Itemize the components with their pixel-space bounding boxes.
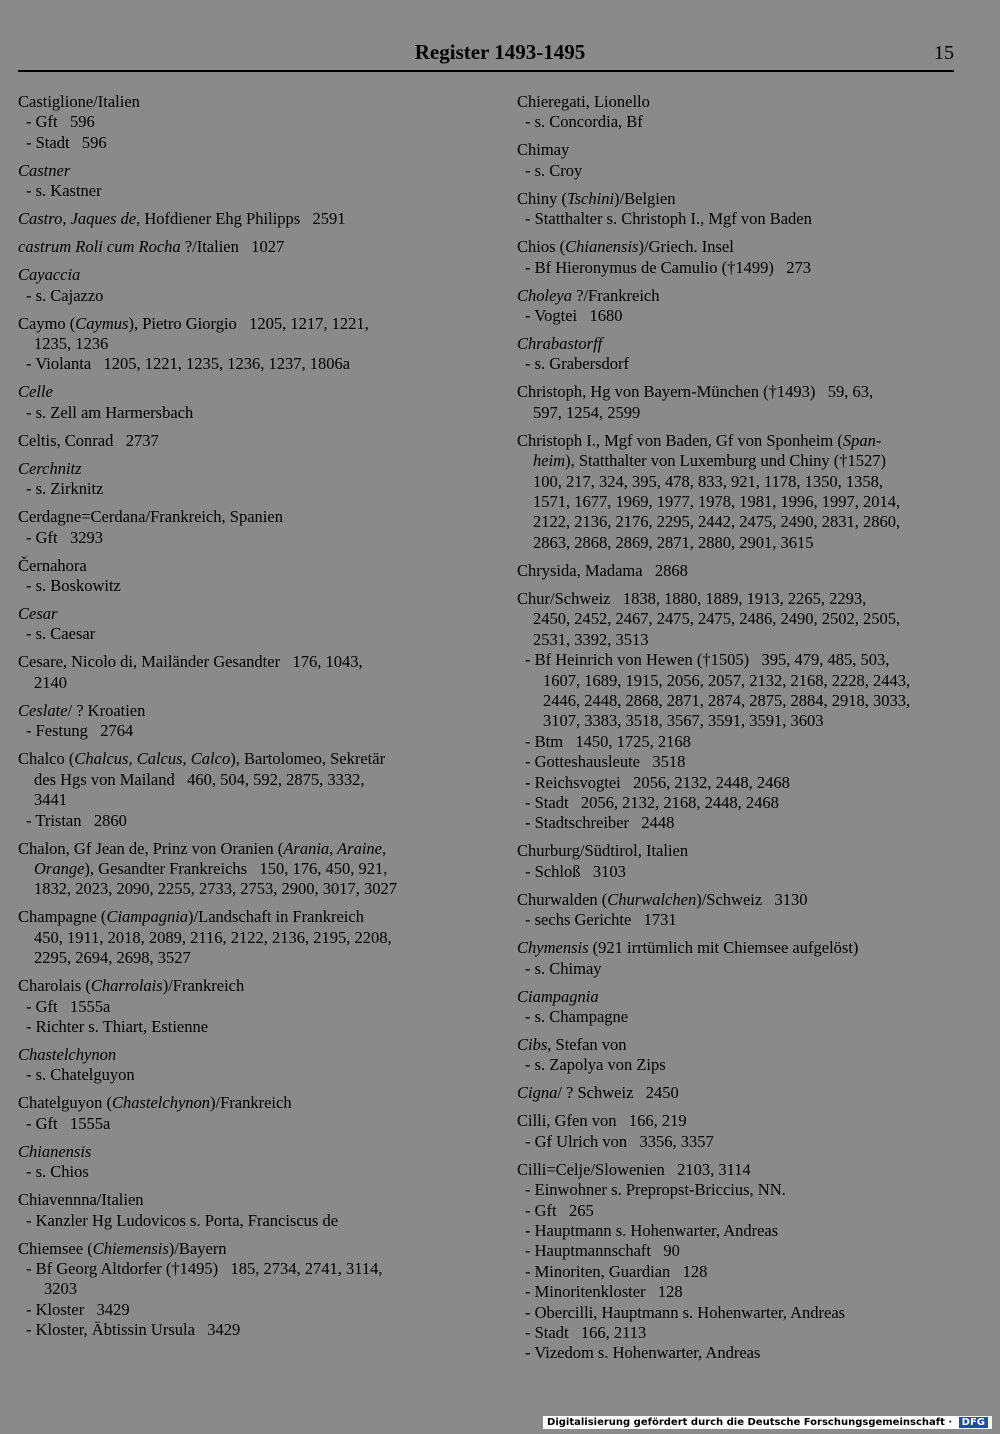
entry-heading <box>18 265 470 285</box>
index-line: - Gotteshausleute 3518 <box>525 752 686 772</box>
entry-heading <box>18 556 470 576</box>
index-entry <box>18 237 470 257</box>
entry-subheading <box>18 181 470 201</box>
index-line: - Bf Georg Altdorfer (†1495) 185, 2734, 2741, 3114, <box>26 1258 383 1278</box>
entry-subheading <box>517 1055 965 1075</box>
index-line: Černahora <box>18 555 87 575</box>
entry-subheading <box>517 793 965 813</box>
index-line: Cibs, Stefan von <box>517 1034 627 1054</box>
entry-heading <box>517 1160 965 1180</box>
index-entry <box>18 459 470 500</box>
index-line: 1607, 1689, 1915, 2056, 2057, 2132, 2168, 2228, 2443, <box>543 670 911 690</box>
entry-subheading <box>517 959 965 979</box>
entry-subheading <box>18 112 470 132</box>
index-line: 2295, 2694, 2698, 3527 <box>34 948 191 968</box>
entry-subheading <box>517 1262 965 1282</box>
entry-subheading <box>517 354 965 374</box>
entry-heading <box>18 382 470 402</box>
index-line: - Richter s. Thiart, Estienne <box>26 1016 209 1036</box>
entry-subheading <box>517 813 965 833</box>
index-entry <box>18 907 470 968</box>
entry-heading <box>517 140 965 160</box>
entry-subheading <box>18 403 470 423</box>
index-line: Chiemsee (Chiemensis)/Bayern <box>18 1238 227 1258</box>
index-line: - s. Kastner <box>26 181 102 201</box>
index-line: Chieregati, Lionello <box>517 92 650 111</box>
index-entry <box>517 140 965 181</box>
index-line: - s. Chios <box>26 1162 89 1182</box>
index-line: Chalon, Gf Jean de, Prinz von Oranien (Arania, Araine, <box>18 838 387 858</box>
funding-text: Digitalisierung gefördert durch die Deutsche Forschungsgemeinschaft · <box>547 1417 953 1428</box>
entry-subheading <box>517 1007 965 1027</box>
index-column-left <box>18 92 470 1348</box>
index-entry <box>18 556 470 597</box>
index-line: Chianensis <box>18 1141 92 1161</box>
entry-subheading <box>18 624 470 644</box>
index-line: - Statthalter s. Christoph I., Mgf von Baden <box>525 209 812 229</box>
entry-heading <box>18 749 470 810</box>
index-entry <box>18 431 470 451</box>
entry-heading <box>517 1035 965 1055</box>
index-line: - Bf Heinrich von Hewen (†1505) 395, 479, 485, 503, <box>525 650 890 670</box>
index-line: - Btm 1450, 1725, 2168 <box>525 731 691 751</box>
entry-heading <box>18 161 470 181</box>
index-entry <box>18 976 470 1037</box>
index-entry <box>517 1083 965 1103</box>
entry-heading <box>18 92 470 112</box>
index-entry <box>517 938 965 979</box>
index-line: - s. Grabersdorf <box>525 354 630 374</box>
index-line: - s. Caesar <box>26 624 96 644</box>
entry-subheading <box>517 258 965 278</box>
index-entry <box>517 286 965 327</box>
entry-heading <box>517 841 965 861</box>
entry-subheading <box>18 1162 470 1182</box>
entry-subheading <box>18 528 470 548</box>
entry-heading <box>18 1142 470 1162</box>
index-line: 2140 <box>34 672 67 692</box>
index-entry <box>18 507 470 548</box>
index-line: Chalco (Chalcus, Calcus, Calco), Bartolomeo, Sekretär <box>18 749 386 769</box>
index-line: Choleya ?/Frankreich <box>517 285 660 305</box>
index-line: Churwalden (Churwalchen)/Schweiz 3130 <box>517 889 808 909</box>
entry-heading <box>517 561 965 581</box>
index-entry <box>517 382 965 423</box>
index-entry <box>517 92 965 133</box>
index-entry <box>517 189 965 230</box>
index-line: 1571, 1677, 1969, 1977, 1978, 1981, 1996, 1997, 2014, <box>533 492 901 512</box>
index-line: - Gft 1555a <box>26 996 111 1016</box>
index-line: Celle <box>18 382 53 402</box>
index-line: Cesare, Nicolo di, Mailänder Gesandter 176, 1043, <box>18 652 363 672</box>
index-line: Chios (Chianensis)/Griech. Insel <box>517 237 734 257</box>
index-line: - Schloß 3103 <box>525 861 626 881</box>
index-line: 3441 <box>34 790 67 810</box>
entry-subheading <box>517 1201 965 1221</box>
index-line: Cerchnitz <box>18 458 82 478</box>
index-line: Chur/Schweiz 1838, 1880, 1889, 1913, 2265, 2293, <box>517 588 867 608</box>
index-line: Chrabastorff <box>517 334 603 354</box>
index-line: Castiglione/Italien <box>18 92 140 111</box>
index-line: 2531, 3392, 3513 <box>533 629 649 649</box>
index-line: 2446, 2448, 2868, 2871, 2874, 2875, 2884, 2918, 3033, <box>543 690 911 710</box>
index-line: - Einwohner s. Prepropst-Briccius, NN. <box>525 1180 786 1200</box>
index-line: Caymo (Caymus), Pietro Giorgio 1205, 1217, 1221, <box>18 313 369 333</box>
index-entry <box>517 237 965 278</box>
index-line: Chymensis (921 irrtümlich mit Chiemsee aufgelöst) <box>517 938 859 958</box>
entry-heading <box>18 907 470 968</box>
index-line: 100, 217, 324, 395, 478, 833, 921, 1178, 1350, 1358, <box>533 471 884 491</box>
running-head-title: Register 1493-1495 <box>414 40 586 64</box>
index-line: - Kloster 3429 <box>26 1299 130 1319</box>
index-entry <box>18 1190 470 1231</box>
entry-heading <box>18 604 470 624</box>
entry-heading <box>18 1093 470 1113</box>
index-entry <box>18 1093 470 1134</box>
entry-heading <box>517 1111 965 1131</box>
entry-subheading <box>18 133 470 153</box>
entry-heading <box>517 431 965 553</box>
index-line: Cerdagne=Cerdana/Frankreich, Spanien <box>18 507 283 527</box>
index-line: - Reichsvogtei 2056, 2132, 2448, 2468 <box>525 772 790 792</box>
entry-heading <box>18 237 470 257</box>
entry-heading <box>517 890 965 910</box>
index-entry <box>18 749 470 831</box>
entry-heading <box>517 987 965 1007</box>
index-line: Chastelchynon <box>18 1044 117 1064</box>
index-line: - Hauptmann s. Hohenwarter, Andreas <box>525 1221 779 1240</box>
index-line: Cigna/ ? Schweiz 2450 <box>517 1083 679 1103</box>
index-line: 2450, 2452, 2467, 2475, 2475, 2486, 2490, 2502, 2505, <box>533 609 901 629</box>
index-line: Chimay <box>517 140 570 160</box>
index-line: heim), Statthalter von Luxemburg und Chiny (†1527) <box>533 451 887 471</box>
index-line: castrum Roli cum Rocha ?/Italien 1027 <box>18 237 285 257</box>
entry-heading <box>517 382 965 423</box>
index-entry <box>517 589 965 834</box>
index-entry <box>18 701 470 742</box>
index-entry <box>517 1035 965 1076</box>
index-entry <box>18 604 470 645</box>
index-line: - Stadt 596 <box>26 132 107 152</box>
index-line: - s. Boskowitz <box>26 576 121 596</box>
header-rule <box>18 70 954 72</box>
index-line: Castner <box>18 160 71 180</box>
index-line: Chrysida, Madama 2868 <box>517 560 688 580</box>
index-entry <box>18 265 470 306</box>
index-line: - s. Croy <box>525 160 583 180</box>
index-line: 1235, 1236 <box>34 334 109 354</box>
index-line: - Vizedom s. Hohenwarter, Andreas <box>525 1343 761 1363</box>
entry-heading <box>18 209 470 229</box>
index-line: Castro, Jaques de, Hofdiener Ehg Philipps 2591 <box>18 209 346 229</box>
index-line: Chatelguyon (Chastelchynon)/Frankreich <box>18 1093 292 1113</box>
index-line: - Gf Ulrich von 3356, 3357 <box>525 1131 714 1151</box>
entry-heading <box>18 1190 470 1210</box>
index-line: Chiavennna/Italien <box>18 1190 144 1210</box>
index-line: Christoph, Hg von Bayern-München (†1493) 59, 63, <box>517 382 874 402</box>
index-line: - Kanzler Hg Ludovicos s. Porta, Franciscus de <box>26 1210 339 1230</box>
index-line: - Bf Hieronymus de Camulio (†1499) 273 <box>525 257 811 277</box>
index-line: - Hauptmannschaft 90 <box>525 1241 680 1261</box>
index-line: - s. Concordia, Bf <box>525 112 643 132</box>
index-entry <box>18 652 470 693</box>
index-line: - Stadt 2056, 2132, 2168, 2448, 2468 <box>525 792 779 812</box>
index-line: Ceslate/ ? Kroatien <box>18 700 146 720</box>
entry-subheading <box>517 1132 965 1152</box>
index-line: - Stadtschreiber 2448 <box>525 813 675 833</box>
index-line: Cilli, Gfen von 166, 219 <box>517 1111 687 1131</box>
index-entry <box>517 890 965 931</box>
entry-subheading <box>18 1065 470 1085</box>
index-entry <box>517 334 965 375</box>
index-entry <box>517 1111 965 1152</box>
index-line: 3107, 3383, 3518, 3567, 3591, 3591, 3603 <box>543 711 824 731</box>
index-entry <box>18 314 470 375</box>
index-line: - Obercilli, Hauptmann s. Hohenwarter, Andreas <box>525 1302 846 1322</box>
entry-subheading <box>517 732 965 752</box>
entry-subheading <box>517 1343 965 1363</box>
entry-heading <box>18 701 470 721</box>
index-line: 597, 1254, 2599 <box>533 402 641 422</box>
entry-heading <box>18 1045 470 1065</box>
entry-heading <box>18 652 470 693</box>
index-line: - Gft 1555a <box>26 1113 111 1133</box>
index-entry <box>18 92 470 153</box>
index-line: Christoph I., Mgf von Baden, Gf von Sponheim (Span- <box>517 430 882 450</box>
entry-subheading <box>18 1300 470 1320</box>
index-line: - s. Zell am Harmersbach <box>26 402 194 422</box>
entry-subheading <box>18 354 470 374</box>
entry-heading <box>18 507 470 527</box>
index-entry <box>18 209 470 229</box>
entry-heading <box>18 839 470 900</box>
entry-heading <box>517 237 965 257</box>
index-entry <box>18 1045 470 1086</box>
entry-subheading <box>18 721 470 741</box>
index-line: - s. Zirknitz <box>26 479 104 499</box>
index-line: 3203 <box>44 1279 77 1299</box>
index-line: - Violanta 1205, 1221, 1235, 1236, 1237, 1806a <box>26 354 351 374</box>
index-line: 1832, 2023, 2090, 2255, 2733, 2753, 2900, 3017, 3027 <box>34 879 397 899</box>
index-line: - Gft 265 <box>525 1200 594 1220</box>
index-entry <box>517 987 965 1028</box>
entry-heading <box>517 1083 965 1103</box>
entry-heading <box>517 334 965 354</box>
index-line: - Minoriten, Guardian 128 <box>525 1261 708 1281</box>
entry-heading <box>517 286 965 306</box>
entry-subheading <box>517 752 965 772</box>
entry-subheading <box>18 1211 470 1231</box>
entry-subheading <box>517 306 965 326</box>
index-line: Orange), Gesandter Frankreichs 150, 176, 450, 921, <box>34 858 388 878</box>
entry-subheading <box>18 1320 470 1340</box>
index-line: - Tristan 2860 <box>26 810 127 830</box>
entry-subheading <box>517 209 965 229</box>
dfg-logo: DFG <box>959 1417 988 1428</box>
index-entry <box>517 841 965 882</box>
index-line: Champagne (Ciampagnia)/Landschaft in Frankreich <box>18 907 364 927</box>
entry-heading <box>18 1239 470 1259</box>
index-line: 2122, 2136, 2176, 2295, 2442, 2475, 2490, 2831, 2860, <box>533 512 901 532</box>
entry-subheading <box>517 161 965 181</box>
index-line: - Gft 596 <box>26 112 95 132</box>
entry-subheading <box>517 112 965 132</box>
index-entry <box>18 1239 470 1341</box>
entry-subheading <box>517 1303 965 1323</box>
index-line: Cesar <box>18 604 58 624</box>
entry-subheading <box>517 1323 965 1343</box>
index-entry <box>517 1160 965 1364</box>
index-entry <box>18 382 470 423</box>
entry-heading <box>517 938 965 958</box>
index-column-right <box>517 92 965 1371</box>
page-number: 15 <box>934 42 954 64</box>
entry-subheading <box>517 1241 965 1261</box>
index-line: - s. Chimay <box>525 958 602 978</box>
index-line: - s. Chatelguyon <box>26 1065 135 1085</box>
entry-subheading <box>517 862 965 882</box>
entry-heading <box>18 459 470 479</box>
index-line: - Stadt 166, 2113 <box>525 1323 647 1343</box>
entry-heading <box>517 189 965 209</box>
index-entry <box>18 1142 470 1183</box>
entry-subheading <box>18 576 470 596</box>
entry-subheading <box>18 1114 470 1134</box>
index-entry <box>517 431 965 553</box>
funding-notice <box>543 1416 992 1429</box>
index-line: Celtis, Conrad 2737 <box>18 430 159 450</box>
index-line: 2863, 2868, 2869, 2871, 2880, 2901, 3615 <box>533 532 814 552</box>
entry-heading <box>18 431 470 451</box>
index-entry <box>18 839 470 900</box>
entry-subheading <box>517 650 965 732</box>
index-line: Ciampagnia <box>517 986 599 1006</box>
index-line: - Vogtei 1680 <box>525 306 623 326</box>
index-line: 450, 1911, 2018, 2089, 2116, 2122, 2136, 2195, 2208, <box>34 927 392 947</box>
index-line: - s. Zapolya von Zips <box>525 1055 666 1075</box>
entry-subheading <box>517 1180 965 1200</box>
index-line: - s. Cajazzo <box>26 285 104 305</box>
index-line: - Festung 2764 <box>26 721 134 741</box>
index-line: - Kloster, Äbtissin Ursula 3429 <box>26 1320 241 1340</box>
entry-subheading <box>18 997 470 1017</box>
index-line: - s. Champagne <box>525 1006 629 1026</box>
entry-subheading <box>517 773 965 793</box>
index-line: Charolais (Charrolais)/Frankreich <box>18 976 245 996</box>
entry-heading <box>517 92 965 112</box>
entry-heading <box>18 314 470 355</box>
entry-subheading <box>517 910 965 930</box>
index-line: Churburg/Südtirol, Italien <box>517 841 689 861</box>
index-line: - Minoritenkloster 128 <box>525 1282 683 1302</box>
entry-subheading <box>517 1282 965 1302</box>
entry-subheading <box>517 1221 965 1241</box>
entry-subheading <box>18 1017 470 1037</box>
entry-subheading <box>18 811 470 831</box>
entry-subheading <box>18 286 470 306</box>
index-line: Cilli=Celje/Slowenien 2103, 3114 <box>517 1159 751 1179</box>
index-entry <box>18 161 470 202</box>
index-line: - sechs Gerichte 1731 <box>525 910 677 930</box>
index-entry <box>517 561 965 581</box>
entry-subheading <box>18 1259 470 1300</box>
index-line: des Hgs von Mailand 460, 504, 592, 2875, 3332, <box>34 769 365 789</box>
index-line: Chiny (Tschini)/Belgien <box>517 188 676 208</box>
entry-subheading <box>18 479 470 499</box>
entry-heading <box>517 589 965 650</box>
index-line: - Gft 3293 <box>26 527 103 547</box>
index-line: Cayaccia <box>18 265 81 285</box>
entry-heading <box>18 976 470 996</box>
